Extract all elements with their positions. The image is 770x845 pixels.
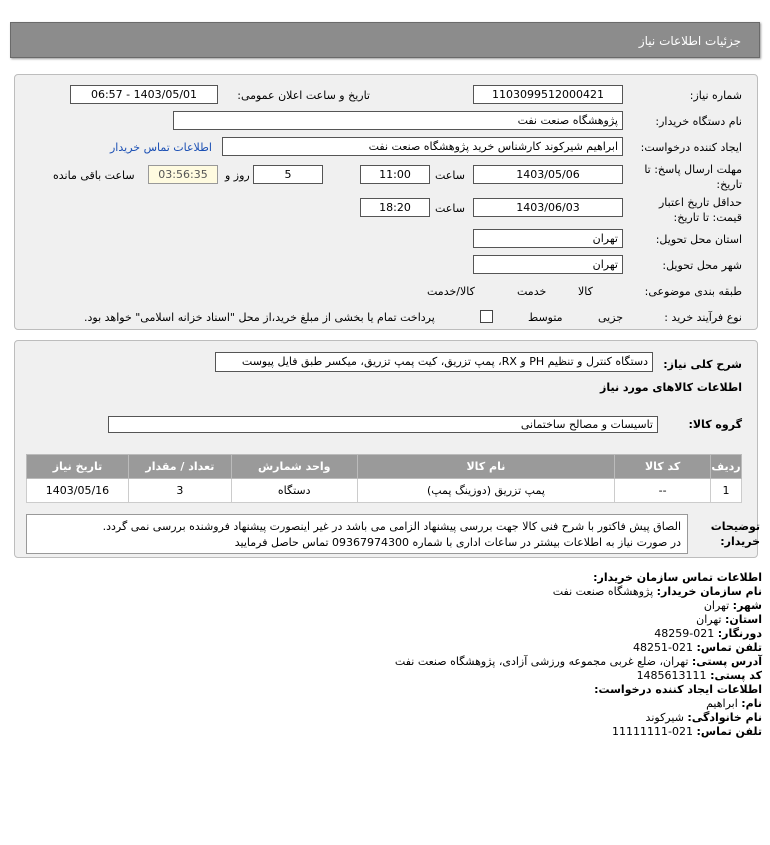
contact-title: اطلاعات تماس سازمان خریدار: <box>593 571 762 584</box>
treasury-payment-checkbox[interactable] <box>480 310 493 323</box>
table-header-row <box>27 455 742 479</box>
col-qty: تعداد / مقدار <box>128 455 231 479</box>
col-name: نام کالا <box>357 455 615 479</box>
creator-title: اطلاعات ایجاد کننده درخواست: <box>594 683 762 696</box>
requester-label: ایجاد کننده درخواست: <box>640 141 742 154</box>
col-unit: واحد شمارش <box>231 455 357 479</box>
process-option-minor: جزیی <box>598 311 624 324</box>
reply-days-label: روز و <box>225 169 250 182</box>
contact-address: تهران، ضلع غربی مجموعه ورزشی آزادی، پژوهشگاه صنعت نفت <box>394 655 689 668</box>
announce-field: 1403/05/01 - 06:57 <box>70 85 218 104</box>
price-validity-time-label: ساعت <box>435 202 465 215</box>
price-validity-date-field: 1403/06/03 <box>473 198 623 217</box>
col-code: کد کالا <box>615 455 711 479</box>
creator-phone-row: تلفن تماس: 021-11111111 <box>612 725 762 738</box>
announce-label: تاریخ و ساعت اعلان عمومی: <box>237 89 370 102</box>
contact-org: پژوهشگاه صنعت نفت <box>552 585 654 598</box>
process-option-medium: متوسط <box>528 311 563 324</box>
need-number-label: شماره نیاز: <box>689 89 742 102</box>
category-option-goods-service: کالا/خدمت <box>427 285 475 298</box>
contact-org-row: نام سازمان خریدار: پژوهشگاه صنعت نفت <box>552 585 762 598</box>
buyer-notes-label: توضیحات خریدار: <box>710 520 760 548</box>
buyer-notes-line2: در صورت نیاز به اطلاعات بیشتر در ساعات اداری با شماره 09367974300 تماس حاصل فرمایید <box>234 536 681 549</box>
category-option-goods: کالا <box>578 285 593 298</box>
remaining-label: ساعت باقی مانده <box>53 169 135 182</box>
need-number-field: 1103099512000421 <box>473 85 623 104</box>
city-field: تهران <box>473 255 623 274</box>
treasury-payment-note: پرداخت تمام یا بخشی از مبلغ خرید،از محل "اسناد خزانه اسلامی" خواهد بود. <box>84 311 435 324</box>
cell-qty: 3 <box>128 479 231 503</box>
reply-days-field: 5 <box>253 165 323 184</box>
page-title: جزئیات اطلاعات نیاز <box>638 34 741 48</box>
description-label: شرح کلی نیاز: <box>663 358 742 371</box>
price-validity-label: حداقل تاریخ اعتبار قیمت: تا تاریخ: <box>658 196 742 224</box>
reply-time-label: ساعت <box>435 169 465 182</box>
goods-group-field: تاسیسات و مصالح ساختمانی <box>108 416 658 433</box>
creator-family-row: نام خانوادگی: شیرکوند <box>645 711 762 724</box>
goods-info-title: اطلاعات کالاهای مورد نیاز <box>600 381 742 394</box>
contact-province: تهران <box>696 613 722 626</box>
buyer-notes-line1: الصاق پیش فاکتور با شرح فنی کالا جهت بررسی پیشنهاد الزامی می باشد در غیر اینصورت پیشنهاد فروشنده بررسی نمی گردد. <box>102 520 681 533</box>
contact-city-row: شهر: تهران <box>703 599 762 612</box>
table-row[interactable] <box>27 479 742 503</box>
province-field: تهران <box>473 229 623 248</box>
creator-name: ابراهیم <box>706 697 738 710</box>
contact-block <box>22 571 762 739</box>
creator-family: شیرکوند <box>645 711 684 724</box>
buyer-notes-box <box>26 514 688 554</box>
buyer-org-field: پژوهشگاه صنعت نفت <box>173 111 623 130</box>
goods-table <box>26 454 742 503</box>
col-date: تاریخ نیاز <box>27 455 129 479</box>
remaining-timer: 03:56:35 <box>148 165 218 184</box>
process-label: نوع فرآیند خرید : <box>664 311 742 324</box>
city-label: شهر محل تحویل: <box>662 259 742 272</box>
contact-address-row: آدرس پستی: تهران، ضلع غربی مجموعه ورزشی آزادی، پژوهشگاه صنعت نفت <box>394 655 762 668</box>
cell-name: پمپ تزریق (دوزینگ پمپ) <box>357 479 615 503</box>
buyer-contact-link[interactable]: اطلاعات تماس خریدار <box>110 141 212 154</box>
reply-deadline-label: مهلت ارسال پاسخ: تا تاریخ: <box>644 163 742 191</box>
contact-fax: 021-48259 <box>654 627 715 640</box>
price-validity-time-field: 18:20 <box>360 198 430 217</box>
contact-phone-row: تلفن تماس: 021-48251 <box>633 641 762 654</box>
creator-name-row: نام: ابراهیم <box>706 697 762 710</box>
province-label: استان محل تحویل: <box>655 233 742 246</box>
cell-code: -- <box>615 479 711 503</box>
page-header <box>10 22 760 58</box>
cell-row: 1 <box>711 479 742 503</box>
cell-date: 1403/05/16 <box>27 479 129 503</box>
buyer-org-label: نام دستگاه خریدار: <box>655 115 742 128</box>
goods-group-label: گروه کالا: <box>688 418 742 431</box>
contact-phone: 021-48251 <box>633 641 694 654</box>
contact-fax-row: دورنگار: 021-48259 <box>654 627 762 640</box>
contact-postal-row: کد پستی: 1485613111 <box>636 669 762 682</box>
requester-field: ابراهیم شیرکوند کارشناس خرید پژوهشگاه صنعت نفت <box>222 137 623 156</box>
reply-time-field: 11:00 <box>360 165 430 184</box>
col-row: ردیف <box>711 455 742 479</box>
category-label: طبقه بندی موضوعی: <box>644 285 742 298</box>
creator-phone: 021-11111111 <box>612 725 694 738</box>
contact-postal: 1485613111 <box>636 669 707 682</box>
cell-unit: دستگاه <box>231 479 357 503</box>
category-option-service: خدمت <box>517 285 547 298</box>
contact-province-row: استان: تهران <box>696 613 762 626</box>
reply-date-field: 1403/05/06 <box>473 165 623 184</box>
description-field: دستگاه کنترل و تنظیم PH و RX، پمپ تزریق، کیت پمپ تزریق، میکسر طبق فایل پیوست <box>215 352 653 372</box>
contact-city: تهران <box>703 599 730 612</box>
